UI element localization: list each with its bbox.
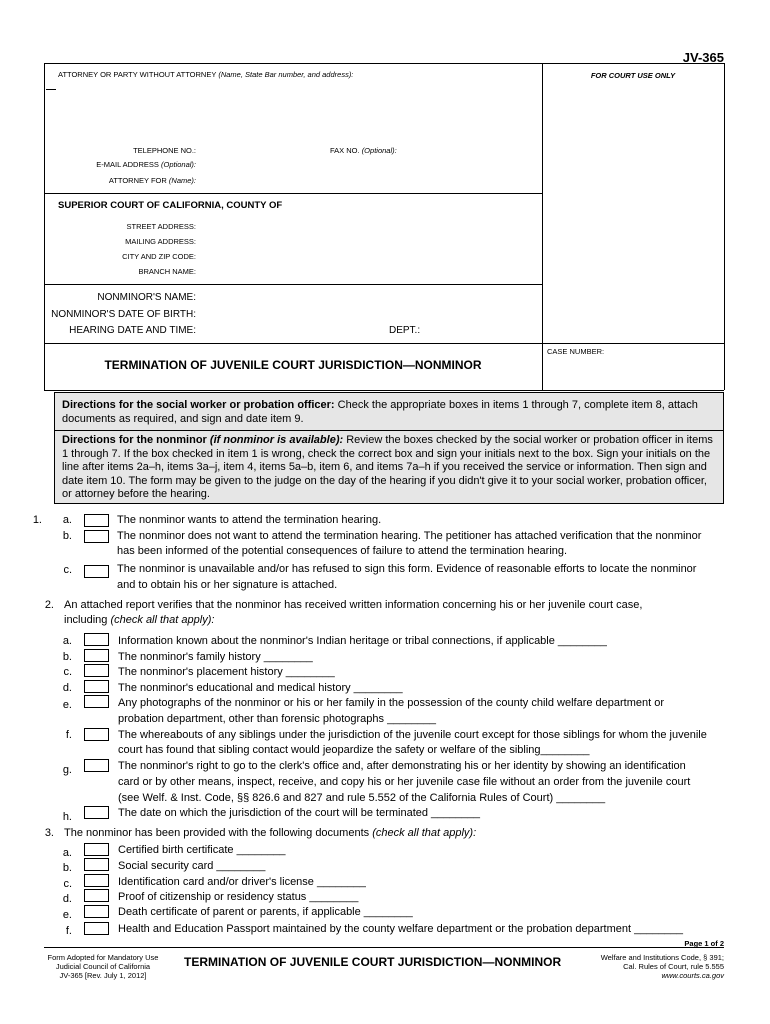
item-3a-text: Certified birth certificate ________ xyxy=(118,844,286,856)
telephone-label: TELEPHONE NO.: xyxy=(133,146,196,155)
item-3b-text: Social security card ________ xyxy=(118,860,266,872)
item-2g-label: g. xyxy=(62,764,72,776)
item-2g-line2: card or by other means, inspect, receive, and copy his or her juvenile case file without an order from the juvenile court xyxy=(118,776,691,788)
footer-right-2: Cal. Rules of Court, rule 5.555 xyxy=(623,962,724,971)
item-3d-text: Proof of citizenship or residency status ________ xyxy=(118,891,359,903)
item-1c-line1: The nonminor is unavailable and/or has refused to sign this form. Evidence of reasonable efforts to locate the nonminor xyxy=(117,563,697,575)
item-2d-checkbox[interactable] xyxy=(84,680,109,693)
directions-social-worker: Directions for the social worker or probation officer: Check the appropriate boxes in items 1 through 7, complete item 8, attach documents as required, and sign and date item 9. xyxy=(62,399,698,425)
fax-label: FAX NO. (Optional): xyxy=(330,146,397,155)
footer-left-2: Judicial Council of California xyxy=(55,962,151,971)
item-1c-checkbox[interactable] xyxy=(84,565,109,578)
case-number-label: CASE NUMBER: xyxy=(547,347,605,356)
item-2f-label: f. xyxy=(65,729,72,741)
title-bottom-border xyxy=(44,390,724,391)
item-2f-line2: court has found that sibling contact would jeopardize the safety or welfare of the sibling________ xyxy=(118,744,590,756)
item-2-line1: An attached report verifies that the nonminor has received written information concerning his or her juvenile court case, xyxy=(64,599,643,611)
item-2h-text: The date on which the jurisdiction of the court will be terminated ________ xyxy=(118,807,480,819)
court-title: SUPERIOR COURT OF CALIFORNIA, COUNTY OF xyxy=(58,200,283,211)
item-3a-label: a. xyxy=(62,847,72,859)
item-1c-line2: and to obtain his or her signature is attached. xyxy=(117,579,338,591)
city-zip-label: CITY AND ZIP CODE: xyxy=(122,252,196,261)
item-3f-label: f. xyxy=(65,925,72,937)
email-label: E-MAIL ADDRESS (Optional): xyxy=(96,160,196,169)
item-2d-label: d. xyxy=(62,682,72,694)
header-right-border xyxy=(724,63,725,390)
item-2h-label: h. xyxy=(62,811,72,823)
item-2-line2: including (check all that apply): xyxy=(64,614,215,626)
item-1a-label: a. xyxy=(62,514,72,526)
form-title: TERMINATION OF JUVENILE COURT JURISDICTION—NONMINOR xyxy=(104,358,482,372)
item-2a-text: Information known about the nonminor's Indian heritage or tribal connections, if applicable ________ xyxy=(118,635,607,647)
street-address-label: STREET ADDRESS: xyxy=(126,222,196,231)
branch-name-label: BRANCH NAME: xyxy=(138,267,196,276)
item-2-number: 2. xyxy=(44,599,54,611)
court-bottom-border xyxy=(44,284,542,285)
nonminor-name-label: NONMINOR'S NAME: xyxy=(97,292,196,303)
item-3e-checkbox[interactable] xyxy=(84,905,109,918)
attorney-label: ATTORNEY OR PARTY WITHOUT ATTORNEY (Name, State Bar number, and address): xyxy=(58,70,354,79)
header-top-border xyxy=(44,63,724,64)
item-2c-checkbox[interactable] xyxy=(84,664,109,677)
item-3d-label: d. xyxy=(62,893,72,905)
page-number: Page 1 of 2 xyxy=(684,939,724,948)
item-2c-label: c. xyxy=(63,666,72,678)
item-3f-checkbox[interactable] xyxy=(84,922,109,935)
item-3d-checkbox[interactable] xyxy=(84,889,109,902)
item-1b-line1: The nonminor does not want to attend the termination hearing. The petitioner has attached verification that the nonminor xyxy=(117,530,702,542)
item-2g-line1: The nonminor's right to go to the clerk's office and, after demonstrating his or her identity by showing an identification xyxy=(118,760,686,772)
item-1a-text: The nonminor wants to attend the termination hearing. xyxy=(117,514,382,526)
hearing-date-label: HEARING DATE AND TIME: xyxy=(69,325,196,336)
attorney-for-label: ATTORNEY FOR (Name): xyxy=(108,176,196,185)
dept-label: DEPT.: xyxy=(389,325,421,336)
attorney-bottom-border xyxy=(44,193,542,194)
footer-right-3: www.courts.ca.gov xyxy=(661,971,724,980)
nonminor-dob-label: NONMINOR'S DATE OF BIRTH: xyxy=(51,309,196,320)
directions-nonminor: Directions for the nonminor (if nonminor is available): Review the boxes checked by the social worker or probation officer in items 1 through 7. If the box checked in item 1 is wrong, check the correct box and sign your initials next to the box. Sign your initials on the line after items 2a–h, items 3a–j, item 4, items 5a–b, item 6, and items 7a–h if you received the service or information. Then sign and date item 10. The form may be given to the judge on the day of the hearing if you didn't give it to your social worker, probation officer, or attorney before the hearing. xyxy=(62,434,713,500)
item-3a-checkbox[interactable] xyxy=(84,843,109,856)
item-2c-text: The nonminor's placement history ________ xyxy=(118,666,335,678)
item-2a-label: a. xyxy=(62,635,72,647)
item-2f-checkbox[interactable] xyxy=(84,728,109,741)
court-use-divider xyxy=(542,63,543,390)
header-left-border xyxy=(44,63,45,390)
item-1c-label: c. xyxy=(63,564,72,576)
item-2b-checkbox[interactable] xyxy=(84,649,109,662)
item-2h-checkbox[interactable] xyxy=(84,806,109,819)
directions-divider xyxy=(54,430,724,431)
footer-right-1: Welfare and Institutions Code, § 391; xyxy=(600,953,724,962)
case-bottom-border xyxy=(44,343,724,344)
footer-left-3: JV-365 [Rev. July 1, 2012] xyxy=(59,971,147,980)
item-2e-checkbox[interactable] xyxy=(84,695,109,708)
item-3c-label: c. xyxy=(63,878,72,890)
item-2b-label: b. xyxy=(62,651,72,663)
item-3-line1: The nonminor has been provided with the following documents (check all that apply): xyxy=(64,827,477,839)
mailing-address-label: MAILING ADDRESS: xyxy=(125,237,196,246)
item-3-number: 3. xyxy=(44,827,54,839)
form-id: JV-365 xyxy=(682,50,724,65)
item-3e-label: e. xyxy=(62,909,72,921)
item-2b-text: The nonminor's family history ________ xyxy=(118,651,313,663)
item-2d-text: The nonminor's educational and medical history ________ xyxy=(118,682,403,694)
item-2e-line1: Any photographs of the nonminor or his or her family in the possession of the county child welfare department or xyxy=(118,697,665,709)
item-2e-label: e. xyxy=(62,699,72,711)
footer-left-1: Form Adopted for Mandatory Use xyxy=(47,953,159,962)
item-1b-line2: has been informed of the potential consequences of failure to attend the termination hearing. xyxy=(117,545,568,557)
item-2f-line1: The whereabouts of any siblings under the jurisdiction of the juvenile court except for those siblings for whom the juvenile xyxy=(118,729,707,741)
item-3b-checkbox[interactable] xyxy=(84,858,109,871)
item-2g-line3: (see Welf. & Inst. Code, §§ 826.6 and 827 and rule 5.552 of the California Rules of Court) ________ xyxy=(118,792,606,804)
item-1b-label: b. xyxy=(62,530,72,542)
item-3e-text: Death certificate of parent or parents, if applicable ________ xyxy=(118,906,413,918)
item-1-number: 1. xyxy=(32,514,42,526)
attorney-mark xyxy=(46,89,56,90)
item-3c-text: Identification card and/or driver's license ________ xyxy=(118,876,366,888)
footer-rule xyxy=(44,947,724,948)
item-2g-checkbox[interactable] xyxy=(84,759,109,772)
item-3c-checkbox[interactable] xyxy=(84,874,109,887)
item-2e-line2: probation department, other than forensic photographs ________ xyxy=(118,713,437,725)
item-3b-label: b. xyxy=(62,862,72,874)
item-1b-checkbox[interactable] xyxy=(84,530,109,543)
item-3f-text: Health and Education Passport maintained by the county welfare department or the probation department ________ xyxy=(118,923,684,935)
footer-title: TERMINATION OF JUVENILE COURT JURISDICTION—NONMINOR xyxy=(184,955,562,969)
item-2a-checkbox[interactable] xyxy=(84,633,109,646)
item-1a-checkbox[interactable] xyxy=(84,514,109,527)
court-use-label: FOR COURT USE ONLY xyxy=(590,71,676,80)
